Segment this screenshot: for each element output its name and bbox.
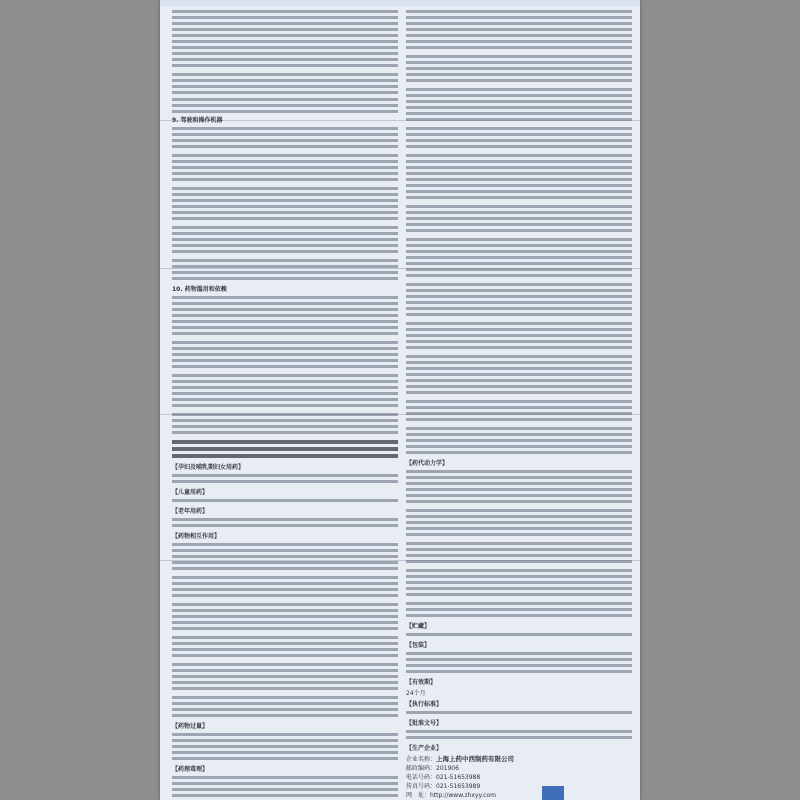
postcode-label: 邮政编码： xyxy=(406,765,437,772)
paragraph xyxy=(172,341,398,371)
section-heading-geriatric: 【老年用药】 xyxy=(172,508,209,515)
paragraph xyxy=(172,187,398,223)
paragraph xyxy=(172,474,398,486)
manufacturer-fax-row xyxy=(406,782,632,791)
paragraph xyxy=(172,10,398,70)
paragraph xyxy=(406,602,632,620)
website-value: http://www.zhxyy.com xyxy=(430,792,496,799)
manufacturer-website-row xyxy=(406,791,632,800)
paragraph xyxy=(172,696,398,720)
paragraph xyxy=(172,98,398,114)
paragraph xyxy=(406,55,632,85)
section-heading-manufacturer: 【生产企业】 xyxy=(406,745,443,752)
paragraph xyxy=(406,238,632,280)
paragraph xyxy=(406,509,632,539)
paragraph xyxy=(406,400,632,424)
paragraph xyxy=(172,576,398,600)
postcode-value: 201906 xyxy=(436,765,459,772)
section-heading-pharmacokinetics: 【药代动力学】 xyxy=(406,460,449,467)
paragraph xyxy=(406,88,632,124)
paragraph xyxy=(172,127,398,151)
paragraph xyxy=(172,603,398,633)
paragraph xyxy=(406,633,632,639)
paragraph xyxy=(406,322,632,352)
manufacturer-phone-row xyxy=(406,773,632,782)
section-heading-interactions: 【药物相互作用】 xyxy=(172,533,221,540)
section-heading-pediatric: 【儿童用药】 xyxy=(172,489,209,496)
paragraph xyxy=(406,652,632,676)
paragraph xyxy=(172,776,398,800)
paragraph xyxy=(172,296,398,338)
section-heading-standard: 【执行标准】 xyxy=(406,701,443,708)
section-heading-pregnancy: 【孕妇及哺乳期妇女用药】 xyxy=(172,464,245,471)
paragraph xyxy=(172,499,398,505)
section-heading-driving: 9. 驾驶和操作机器 xyxy=(172,117,223,124)
manufacturer-postcode-row xyxy=(406,764,632,773)
phone-value: 021-51653988 xyxy=(436,774,481,781)
paragraph xyxy=(172,73,398,95)
manufacturer-name-label: 企业名称： xyxy=(406,756,437,763)
section-heading-package: 【包装】 xyxy=(406,642,431,649)
section-heading-overdose: 【药物过量】 xyxy=(172,723,209,730)
section-heading-validity: 【有效期】 xyxy=(406,679,437,686)
package-insert-sheet xyxy=(160,0,640,800)
section-heading-pharmacology: 【药理毒理】 xyxy=(172,766,209,773)
validity-value: 24个月 xyxy=(406,690,426,697)
bold-paragraph xyxy=(172,440,398,461)
paragraph xyxy=(406,711,632,717)
paragraph xyxy=(406,10,632,52)
paragraph xyxy=(172,733,398,763)
manufacturer-name: 上海上药中西制药有限公司 xyxy=(436,755,515,763)
right-column xyxy=(406,10,632,799)
paragraph xyxy=(172,413,398,437)
paragraph xyxy=(406,355,632,397)
paragraph xyxy=(172,543,398,573)
paragraph xyxy=(172,374,398,410)
section-heading-dependence: 10. 药物滥用和依赖 xyxy=(172,286,227,293)
paragraph xyxy=(172,636,398,660)
fax-value: 021-51653989 xyxy=(436,783,481,790)
paragraph xyxy=(406,283,632,319)
paragraph xyxy=(172,226,398,256)
paragraph xyxy=(406,154,632,202)
paragraph xyxy=(406,205,632,235)
paragraph xyxy=(406,127,632,151)
section-heading-approval: 【批准文号】 xyxy=(406,720,443,727)
manufacturer-name-row xyxy=(406,755,632,764)
paragraph xyxy=(172,259,398,283)
fax-label: 传真号码： xyxy=(406,783,437,790)
paragraph xyxy=(406,542,632,566)
section-heading-storage: 【贮藏】 xyxy=(406,623,431,630)
website-label: 网 址： xyxy=(406,792,431,799)
sheet-top-band xyxy=(160,0,640,6)
paragraph xyxy=(406,427,632,457)
phone-label: 电话号码： xyxy=(406,774,437,781)
blue-color-strip xyxy=(542,786,564,800)
paragraph xyxy=(172,518,398,530)
paragraph xyxy=(406,569,632,599)
left-column xyxy=(172,10,398,790)
paragraph xyxy=(406,470,632,506)
paragraph xyxy=(406,730,632,742)
paragraph xyxy=(172,154,398,184)
paragraph xyxy=(172,663,398,693)
